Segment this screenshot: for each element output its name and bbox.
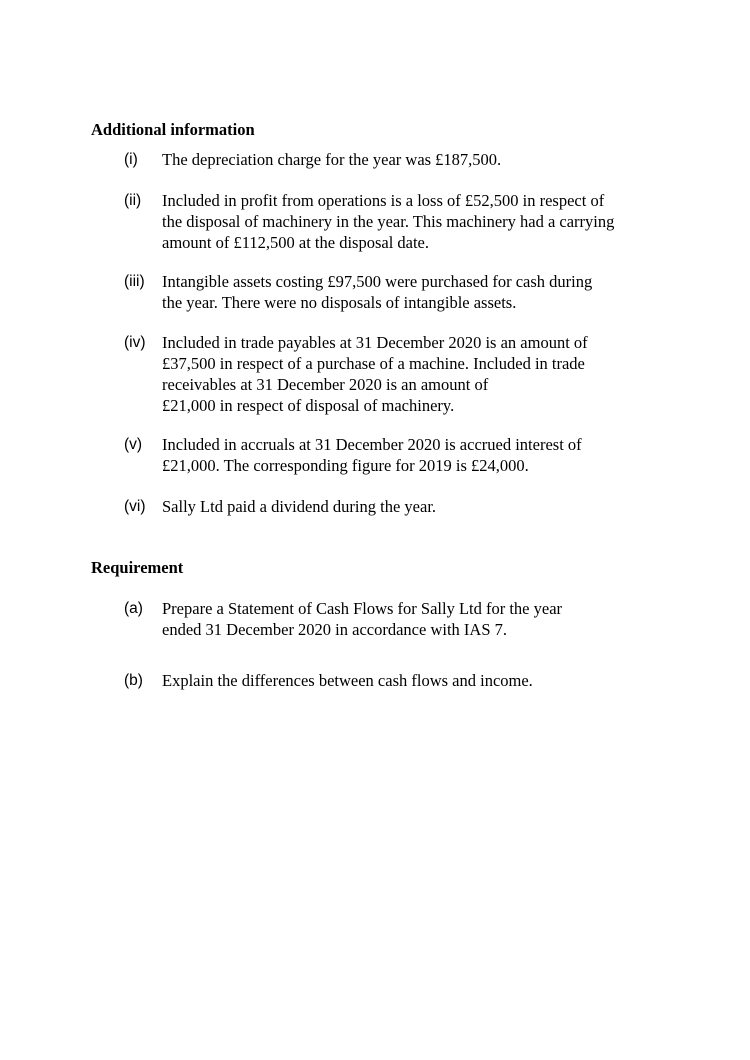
additional-information-heading: Additional information [91, 120, 255, 139]
item-marker: (ii) [124, 192, 142, 209]
text-line: the year. There were no disposals of intangible assets. [162, 293, 517, 312]
requirement-heading: Requirement [91, 558, 184, 577]
text-line: receivables at 31 December 2020 is an amount of [162, 375, 489, 394]
text-line: Included in accruals at 31 December 2020 is accrued interest of [162, 435, 582, 454]
text-line: £37,500 in respect of a purchase of a machine. Included in trade [162, 354, 585, 373]
text-line: Prepare a Statement of Cash Flows for Sally Ltd for the year [162, 599, 563, 618]
item-marker: (a) [124, 600, 143, 617]
text-line: £21,000 in respect of disposal of machinery. [162, 396, 455, 415]
item-marker: (iv) [124, 334, 146, 351]
text-line: the disposal of machinery in the year. This machinery had a carrying [162, 212, 615, 231]
text-line: Intangible assets costing £97,500 were purchased for cash during [162, 272, 593, 291]
text-line: Included in trade payables at 31 December 2020 is an amount of [162, 333, 588, 352]
text-line: Explain the differences between cash flows and income. [162, 671, 533, 690]
text-line: Sally Ltd paid a dividend during the year. [162, 497, 437, 516]
item-text [162, 598, 642, 640]
item-text [162, 434, 642, 476]
item-text [162, 332, 642, 416]
item-marker: (vi) [124, 498, 146, 515]
item-marker: (iii) [124, 273, 145, 290]
text-line: amount of £112,500 at the disposal date. [162, 233, 430, 252]
item-marker: (i) [124, 151, 138, 168]
text-line: Included in profit from operations is a loss of £52,500 in respect of [162, 191, 605, 210]
item-text [162, 149, 642, 170]
text-line: The depreciation charge for the year was £187,500. [162, 150, 502, 169]
text-line: £21,000. The corresponding figure for 2019 is £24,000. [162, 456, 529, 475]
item-marker: (v) [124, 436, 143, 453]
item-text [162, 190, 642, 253]
item-text [162, 271, 642, 313]
item-marker: (b) [124, 672, 143, 689]
item-text [162, 670, 642, 691]
item-text [162, 496, 642, 517]
text-line: ended 31 December 2020 in accordance with IAS 7. [162, 620, 508, 639]
